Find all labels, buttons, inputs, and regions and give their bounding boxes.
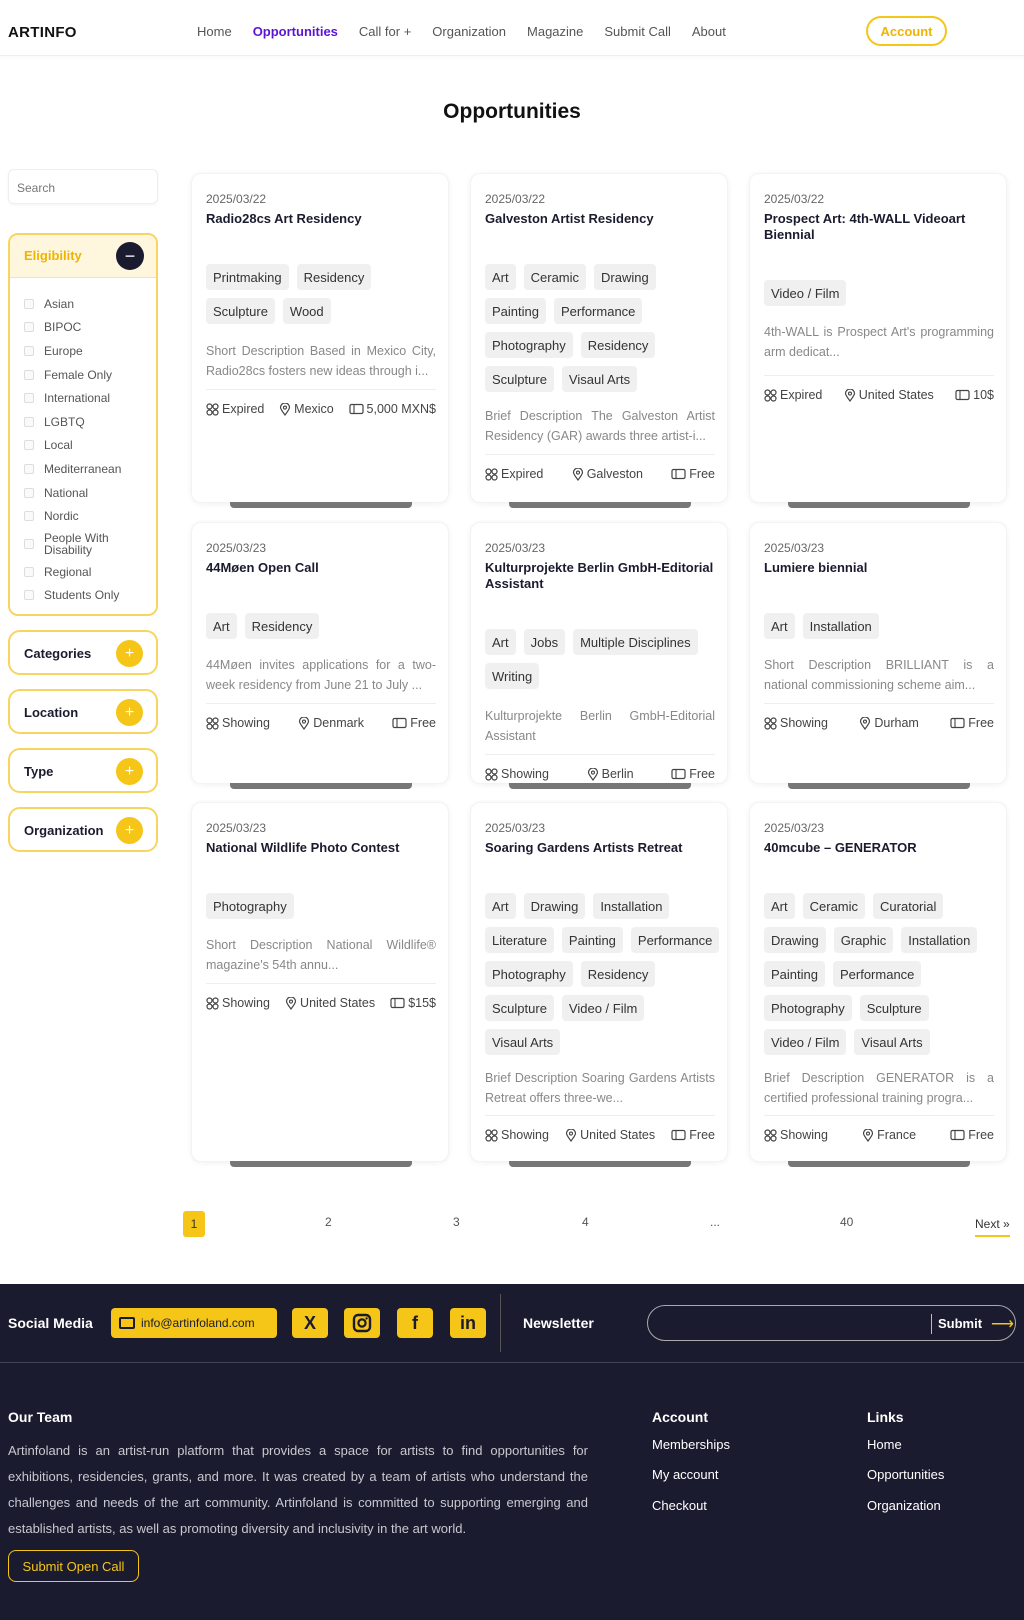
eligibility-option[interactable] (24, 292, 156, 316)
page-3[interactable]: 3 (453, 1215, 460, 1229)
eligibility-option-label: Students Only (44, 588, 120, 603)
location-text: United States (580, 1128, 656, 1142)
account-button[interactable]: Account (866, 16, 947, 46)
eligibility-option-label: Nordic (44, 509, 79, 524)
card-location (587, 767, 634, 781)
location-text: Galveston (586, 467, 643, 481)
category-tag[interactable]: Curatorial (873, 893, 943, 919)
card-title[interactable]: Lumiere biennial (764, 560, 868, 575)
status-text: Expired (501, 467, 544, 481)
location-pin-icon (572, 468, 584, 481)
eligibility-option[interactable] (24, 457, 156, 481)
email-text: info@artinfoland.com (141, 1316, 255, 1330)
price-text: Free (410, 716, 436, 730)
expand-icon[interactable]: + (116, 699, 143, 726)
card-status (206, 996, 270, 1010)
category-tag[interactable]: Painting (485, 298, 546, 324)
grid-icon (764, 1129, 777, 1142)
eligibility-option-label: Europe (44, 343, 83, 358)
filter-label: Categories (24, 646, 92, 661)
eligibility-option-label: National (44, 485, 89, 500)
card-price (950, 1128, 994, 1142)
checkbox[interactable] (24, 393, 34, 403)
card-price (955, 388, 994, 402)
status-text: Showing (501, 767, 549, 781)
divider (931, 1314, 932, 1334)
location-pin-icon (279, 403, 291, 416)
page-ellipsis: ... (710, 1215, 721, 1229)
card-date: 2025/03/23 (764, 541, 825, 555)
card-price (671, 467, 715, 481)
opportunity-card[interactable] (191, 522, 449, 784)
card-location (844, 388, 934, 402)
our-team-text: Artinfoland is an artist-run platform that provides a space for artists to find opportunities for exhibitions, residencies, grants, and more. It was created by a team of artists who understand the challenges and needs of the art community. Artinfoland is committed to supporting emerging and established artists, as well as promoting diversity and inclusivity in the art world. (8, 1443, 588, 1536)
grid-icon (206, 717, 219, 730)
filter-type[interactable] (8, 748, 158, 793)
price-text: Free (689, 767, 715, 781)
checkout-link[interactable]: Checkout (652, 1498, 707, 1513)
category-tag[interactable]: Residency (245, 613, 320, 639)
nav-organization[interactable]: Organization (432, 24, 507, 39)
nav-magazine[interactable]: Magazine (527, 24, 584, 39)
status-text: Expired (222, 402, 265, 416)
checkbox[interactable] (24, 511, 34, 521)
status-text: Showing (780, 716, 828, 730)
expand-icon[interactable]: + (116, 758, 143, 785)
category-tag[interactable]: Art (485, 629, 516, 655)
ticket-icon (950, 1129, 965, 1141)
card-bottom-bar (509, 502, 691, 508)
eligibility-option[interactable] (24, 386, 156, 410)
category-tag[interactable]: Writing (485, 663, 539, 689)
filter-location[interactable] (8, 689, 158, 734)
category-tag[interactable]: Ceramic (524, 264, 586, 290)
category-tag[interactable]: Multiple Disciplines (573, 629, 698, 655)
ticket-icon (671, 1129, 686, 1141)
card-date: 2025/03/22 (485, 192, 546, 206)
checkbox[interactable] (24, 322, 34, 332)
instagram-icon[interactable] (344, 1308, 380, 1338)
nav-about[interactable]: About (691, 24, 726, 39)
expand-icon[interactable]: + (116, 640, 143, 667)
location-text: France (877, 1128, 917, 1142)
facebook-icon[interactable]: f (397, 1308, 433, 1338)
filter-label: Type (24, 764, 54, 779)
card-title[interactable]: Radio28cs Art Residency (206, 211, 362, 226)
category-tag[interactable]: Drawing (594, 264, 656, 290)
card-meta (764, 1115, 994, 1142)
location-text: Denmark (313, 716, 364, 730)
eligibility-option[interactable] (24, 434, 156, 458)
category-tag[interactable]: Performance (631, 927, 719, 953)
social-media-title: Social Media (8, 1315, 93, 1331)
category-tag[interactable]: Sculpture (485, 995, 554, 1021)
card-title[interactable]: Soaring Gardens Artists Retreat (485, 840, 683, 855)
checkbox[interactable] (24, 488, 34, 498)
card-date: 2025/03/22 (206, 192, 267, 206)
card-price (392, 716, 436, 730)
card-location (572, 467, 643, 481)
location-pin-icon (859, 717, 871, 730)
card-bottom-bar (788, 1161, 970, 1167)
page-40[interactable]: 40 (840, 1215, 854, 1229)
category-tag[interactable]: Residency (581, 961, 656, 987)
page-title: Opportunities (443, 100, 581, 123)
card-date: 2025/03/22 (764, 192, 825, 206)
card-location (285, 996, 375, 1010)
category-tag[interactable]: Photography (764, 995, 852, 1021)
category-tag[interactable]: Performance (833, 961, 921, 987)
site-header (0, 0, 1024, 56)
card-bottom-bar (788, 783, 970, 789)
eligibility-option[interactable] (24, 363, 156, 387)
opportunity-card[interactable] (749, 802, 1007, 1162)
grid-icon (485, 768, 498, 781)
footer-rule (0, 1362, 1024, 1363)
location-pin-icon (565, 1129, 577, 1142)
card-status (485, 1128, 549, 1142)
category-tag[interactable]: Jobs (524, 629, 565, 655)
category-tag[interactable]: Literature (485, 927, 554, 953)
category-tag[interactable]: Drawing (524, 893, 586, 919)
eligibility-option[interactable] (24, 481, 156, 505)
next-page-link[interactable]: Next » (975, 1217, 1010, 1237)
status-text: Showing (222, 716, 270, 730)
checkbox[interactable] (24, 440, 34, 450)
site-footer (0, 1284, 1024, 1620)
category-tag[interactable]: Painting (562, 927, 623, 953)
price-text: 10$ (973, 388, 994, 402)
email-button[interactable] (111, 1308, 277, 1338)
card-status (764, 388, 822, 402)
eligibility-option-label: Asian (44, 296, 75, 311)
eligibility-option[interactable] (24, 339, 156, 363)
checkbox[interactable] (24, 346, 34, 356)
status-text: Showing (780, 1128, 828, 1142)
eligibility-option[interactable] (24, 316, 156, 340)
newsletter-submit-button[interactable]: Submit (938, 1316, 983, 1331)
account-column-title: Account (652, 1409, 708, 1425)
card-title[interactable]: Kulturprojekte Berlin GmbH-Editorial Assistant (485, 560, 714, 591)
linkedin-icon[interactable]: in (450, 1308, 486, 1338)
card-date: 2025/03/23 (206, 541, 267, 555)
grid-icon (485, 1129, 498, 1142)
ticket-icon (950, 717, 965, 729)
ticket-icon (390, 997, 405, 1009)
checkbox[interactable] (24, 590, 34, 600)
expand-icon[interactable]: + (116, 817, 143, 844)
arrow-right-icon[interactable]: ⟶ (991, 1316, 1014, 1333)
newsletter-title: Newsletter (523, 1315, 594, 1331)
card-description: Brief Description Soaring Gardens Artists Retreat offers three-we... (485, 1071, 715, 1105)
card-status (485, 467, 543, 481)
category-tag[interactable]: Visaul Arts (562, 366, 637, 392)
grid-icon (764, 717, 777, 730)
category-tag[interactable]: Visaul Arts (854, 1029, 929, 1055)
ticket-icon (671, 768, 686, 780)
footer-home-link[interactable]: Home (867, 1437, 902, 1452)
category-tag[interactable]: Installation (803, 613, 879, 639)
eligibility-option-label: Local (44, 438, 73, 453)
checkbox[interactable] (24, 370, 34, 380)
checkbox[interactable] (24, 417, 34, 427)
card-tags (764, 280, 1000, 306)
price-text: Free (689, 467, 715, 481)
location-text: United States (300, 996, 376, 1010)
submit-open-call-button[interactable]: Submit Open Call (8, 1550, 139, 1582)
card-title[interactable]: 44Møen Open Call (206, 560, 319, 575)
eligibility-list (10, 278, 156, 607)
card-bottom-bar (509, 1161, 691, 1167)
opportunity-card[interactable] (191, 173, 449, 503)
newsletter-email-field[interactable] (647, 1305, 1016, 1341)
category-tag[interactable]: Performance (554, 298, 642, 324)
footer-organization-link[interactable]: Organization (867, 1498, 941, 1513)
card-tags (485, 264, 721, 392)
price-text: Free (689, 1128, 715, 1142)
status-text: Showing (501, 1128, 549, 1142)
card-meta (485, 754, 715, 781)
card-tags (764, 893, 1000, 1055)
card-bottom-bar (230, 1161, 412, 1167)
category-tag[interactable]: Ceramic (803, 893, 865, 919)
price-text: Free (968, 716, 994, 730)
card-location (862, 1128, 916, 1142)
card-title[interactable]: National Wildlife Photo Contest (206, 840, 400, 855)
location-text: Mexico (294, 402, 334, 416)
category-tag[interactable]: Photography (485, 332, 573, 358)
card-date: 2025/03/23 (206, 821, 267, 835)
card-price (671, 1128, 715, 1142)
category-tag[interactable]: Drawing (764, 927, 826, 953)
my-account-link[interactable]: My account (652, 1467, 719, 1482)
card-meta (764, 703, 994, 730)
card-meta (485, 454, 715, 481)
memberships-link[interactable]: Memberships (652, 1437, 731, 1452)
site-logo[interactable]: ARTINFO (8, 24, 77, 41)
card-description: Kulturprojekte Berlin GmbH-Editorial Assistant (485, 709, 715, 743)
eligibility-option[interactable] (24, 528, 156, 560)
card-date: 2025/03/23 (485, 821, 546, 835)
nav-opportunities[interactable]: Opportunities (252, 24, 338, 39)
category-tag[interactable]: Graphic (834, 927, 894, 953)
card-bottom-bar (788, 502, 970, 508)
checkbox[interactable] (24, 299, 34, 309)
location-text: Berlin (601, 767, 634, 781)
category-tag[interactable]: Sculpture (485, 366, 554, 392)
checkbox[interactable] (24, 464, 34, 474)
card-location (298, 716, 364, 730)
category-tag[interactable]: Art (764, 613, 795, 639)
eligibility-title: Eligibility (24, 248, 82, 263)
category-tag[interactable]: Video / Film (562, 995, 644, 1021)
grid-icon (764, 389, 777, 402)
filter-label: Location (24, 705, 79, 720)
ticket-icon (955, 389, 970, 401)
eligibility-filter (8, 233, 158, 616)
eligibility-option-label: Female Only (44, 367, 113, 382)
filter-organization[interactable] (8, 807, 158, 852)
location-pin-icon (862, 1129, 874, 1142)
eligibility-option-label: BIPOC (44, 320, 82, 335)
card-meta (206, 983, 436, 1010)
ticket-icon (349, 403, 364, 415)
grid-icon (206, 403, 219, 416)
card-status (206, 402, 264, 416)
card-status (764, 1128, 828, 1142)
eligibility-option[interactable] (24, 560, 156, 584)
card-meta (764, 375, 994, 402)
nav-submit-call[interactable]: Submit Call (604, 24, 671, 39)
card-location (859, 716, 918, 730)
nav-call-for[interactable]: Call for + (358, 24, 412, 39)
card-price (950, 716, 994, 730)
category-tag[interactable]: Video / Film (764, 1029, 846, 1055)
main-nav (197, 24, 747, 39)
location-pin-icon (587, 768, 599, 781)
category-tag[interactable]: Painting (764, 961, 825, 987)
opportunity-card[interactable] (749, 522, 1007, 784)
links-column-title: Links (867, 1409, 904, 1425)
card-date: 2025/03/23 (764, 821, 825, 835)
card-title[interactable]: Prospect Art: 4th-WALL Videoart Biennial (764, 211, 966, 242)
location-pin-icon (844, 389, 856, 402)
card-description: 4th-WALL is Prospect Art's programming arm dedicat... (764, 325, 994, 359)
checkbox[interactable] (24, 539, 34, 549)
nav-home[interactable]: Home (197, 24, 232, 39)
category-tag[interactable]: Residency (581, 332, 656, 358)
footer-opportunities-link[interactable]: Opportunities (867, 1467, 945, 1482)
category-tag[interactable]: Sculpture (206, 298, 275, 324)
category-tag[interactable]: Art (485, 264, 516, 290)
card-description: Short Description Based in Mexico City, Radio28cs fosters new ideas through i... (206, 344, 436, 378)
card-price (671, 767, 715, 781)
category-tag[interactable]: Installation (593, 893, 669, 919)
category-tag[interactable]: Art (206, 613, 237, 639)
card-price (390, 996, 436, 1010)
eligibility-option-label: Mediterranean (44, 461, 122, 476)
card-date: 2025/03/23 (485, 541, 546, 555)
checkbox[interactable] (24, 567, 34, 577)
search-input[interactable]: Search (8, 169, 158, 204)
opportunity-card[interactable] (470, 802, 728, 1162)
mail-icon (119, 1317, 135, 1329)
location-pin-icon (285, 997, 297, 1010)
card-title[interactable]: Galveston Artist Residency (485, 211, 654, 226)
price-text: $15$ (408, 996, 436, 1010)
price-text: Free (968, 1128, 994, 1142)
card-location (279, 402, 334, 416)
card-description: Brief Description The Galveston Artist Residency (GAR) awards three artist-i... (485, 409, 715, 443)
card-description: Short Description BRILLIANT is a national commissioning scheme aim... (764, 658, 994, 692)
page-4[interactable]: 4 (582, 1215, 589, 1229)
card-tags (764, 613, 1000, 639)
eligibility-option[interactable] (24, 584, 156, 608)
eligibility-header[interactable] (10, 235, 156, 278)
category-tag[interactable]: Visaul Arts (485, 1029, 560, 1055)
card-description: 44Møen invites applications for a two-week residency from June 21 to July ... (206, 658, 436, 692)
eligibility-option[interactable] (24, 504, 156, 528)
category-tag[interactable]: Photography (206, 893, 294, 919)
opportunity-card[interactable] (470, 173, 728, 503)
category-tag[interactable]: Sculpture (860, 995, 929, 1021)
x-icon[interactable]: X (292, 1308, 328, 1338)
card-bottom-bar (230, 502, 412, 508)
card-location (565, 1128, 655, 1142)
status-text: Showing (222, 996, 270, 1010)
eligibility-option-label: People With Disability (44, 530, 109, 557)
opportunity-card[interactable] (749, 173, 1007, 503)
category-tag[interactable]: Printmaking (206, 264, 289, 290)
eligibility-option-label: International (44, 391, 111, 406)
card-tags (206, 613, 442, 639)
card-tags (485, 629, 721, 689)
location-pin-icon (298, 717, 310, 730)
grid-icon (206, 997, 219, 1010)
card-status (206, 716, 270, 730)
category-tag[interactable]: Installation (901, 927, 977, 953)
eligibility-option-label: LGBTQ (44, 414, 85, 429)
our-team-title: Our Team (8, 1409, 73, 1425)
card-bottom-bar (509, 783, 691, 789)
card-tags (206, 264, 442, 324)
location-text: Durham (874, 716, 919, 730)
page-2[interactable]: 2 (325, 1215, 332, 1229)
eligibility-option[interactable] (24, 410, 156, 434)
card-status (485, 767, 549, 781)
card-tags (485, 893, 721, 1055)
opportunity-card[interactable] (470, 522, 728, 784)
card-description: Brief Description GENERATOR is a certified professional training progra... (764, 1071, 994, 1105)
eligibility-option-label: Regional (44, 564, 92, 579)
category-tag[interactable]: Photography (485, 961, 573, 987)
location-text: United States (858, 388, 934, 402)
opportunity-card[interactable] (191, 802, 449, 1162)
page-1[interactable]: 1 (183, 1211, 205, 1237)
price-text: 5,000 MXN$ (366, 402, 436, 416)
grid-icon (485, 468, 498, 481)
card-title[interactable]: 40mcube – GENERATOR (764, 840, 917, 855)
category-tag[interactable]: Wood (283, 298, 331, 324)
card-meta (485, 1115, 715, 1142)
card-meta (206, 389, 436, 416)
category-tag[interactable]: Residency (297, 264, 372, 290)
ticket-icon (671, 468, 686, 480)
category-tag[interactable]: Art (485, 893, 516, 919)
card-description: Short Description National Wildlife® magazine's 54th annu... (206, 938, 436, 972)
footer-divider (500, 1294, 501, 1352)
category-tag[interactable]: Art (764, 893, 795, 919)
filter-categories[interactable] (8, 630, 158, 675)
card-bottom-bar (230, 783, 412, 789)
card-meta (206, 703, 436, 730)
category-tag[interactable]: Video / Film (764, 280, 846, 306)
ticket-icon (392, 717, 407, 729)
card-status (764, 716, 828, 730)
status-text: Expired (780, 388, 823, 402)
card-price (349, 402, 436, 416)
card-tags (206, 893, 442, 919)
collapse-icon[interactable]: − (116, 242, 144, 270)
filter-label: Organization (24, 823, 104, 838)
